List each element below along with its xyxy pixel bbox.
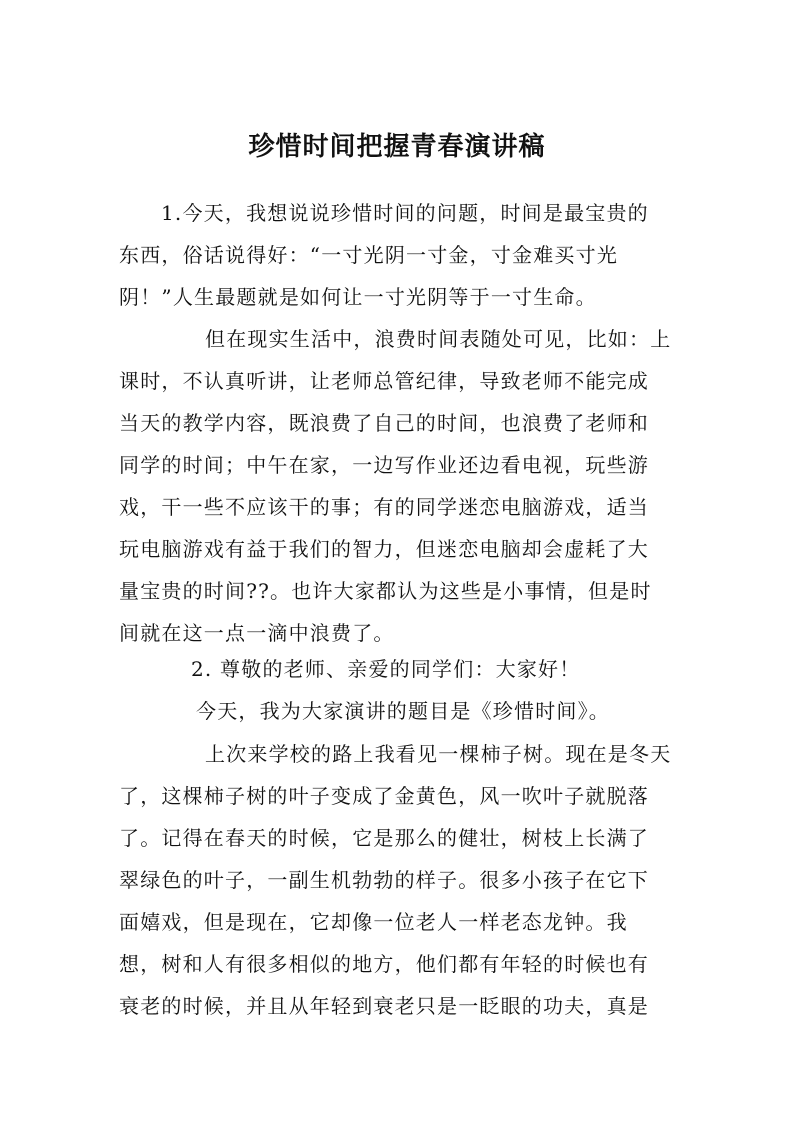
- text-line: 今天，我为大家演讲的题目是《珍惜时间》。: [196, 699, 610, 723]
- text-line: 了。记得在春天的时候，它是那么的健壮，树枝上长满了: [119, 826, 649, 850]
- text-line: 上次来学校的路上我看见一棵柿子树。现在是冬天: [205, 742, 672, 766]
- text-line: 课时，不认真听讲，让老师总管纪律，导致老师不能完成: [119, 369, 649, 393]
- text-line: 间就在这一点一滴中浪费了。: [119, 621, 395, 645]
- text-line: 玩电脑游戏有益于我们的智力，但迷恋电脑却会虚耗了大: [119, 537, 649, 561]
- text-line: 戏，干一些不应该干的事；有的同学迷恋电脑游戏，适当: [119, 495, 649, 519]
- text-line: 阴！”人生最题就是如何让一寸光阴等于一寸生命。: [119, 285, 597, 309]
- text-line: 当天的教学内容，既浪费了自己的时间，也浪费了老师和: [119, 411, 649, 435]
- text-line: 翠绿色的叶子，一副生机勃勃的样子。很多小孩子在它下: [119, 868, 649, 892]
- document-title: 珍惜时间把握青春演讲稿: [248, 132, 546, 162]
- section-heading: 2. 尊敬的老师、亲爱的同学们：大家好！: [191, 657, 581, 681]
- text-line: 了，这棵柿子树的叶子变成了金黄色，风一吹叶子就脱落: [119, 784, 649, 808]
- text-line: 量宝贵的时间??。也许大家都认为这些是小事情，但是时: [119, 579, 652, 603]
- text-line: 面嬉戏，但是现在，它却像一位老人一样老态龙钟。我: [119, 910, 628, 934]
- text-line: 衰老的时候，并且从年轻到衰老只是一眨眼的功夫，真是: [119, 994, 649, 1018]
- text-line: 想，树和人有很多相似的地方，他们都有年轻的时候也有: [119, 952, 649, 976]
- text-line: 1.今天，我想说说珍惜时间的问题，时间是最宝贵的: [161, 201, 649, 225]
- text-line: 同学的时间；中午在家，一边写作业还边看电视，玩些游: [119, 453, 649, 477]
- text-line: 但在现实生活中，浪费时间表随处可见，比如：上: [205, 327, 672, 351]
- text-line: 东西，俗话说得好：“一寸光阴一寸金，寸金难买寸光: [119, 243, 619, 267]
